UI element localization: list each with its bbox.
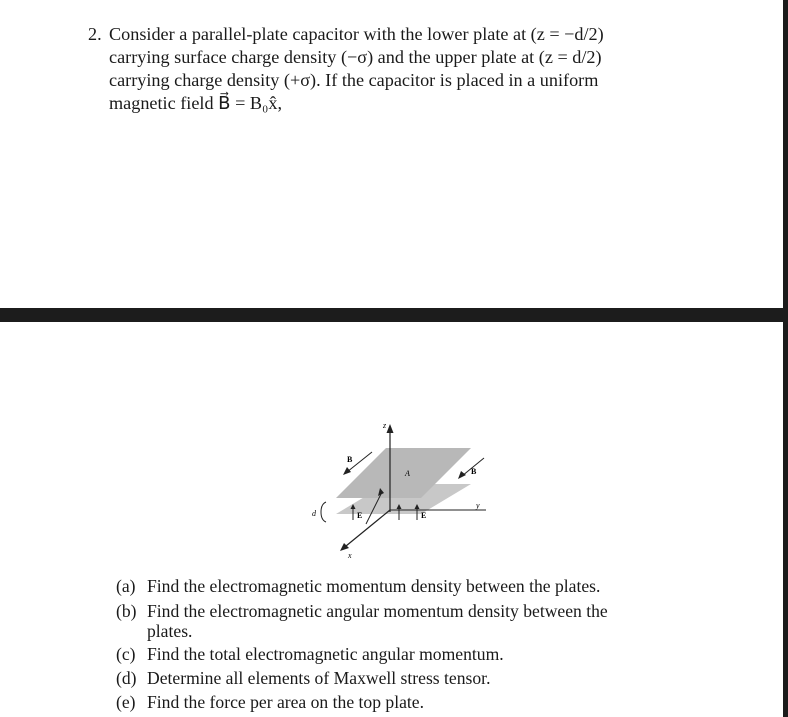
part-c	[116, 643, 504, 665]
part-e-text: Find the force per area on the top plate.	[147, 692, 424, 712]
y-axis-label: y	[476, 501, 480, 510]
part-d	[116, 667, 490, 689]
part-a-text: Find the electromagnetic momentum density between the plates.	[147, 576, 601, 596]
d-label: d	[312, 509, 316, 518]
problem-line-4: magnetic field B⃗ = B₀x̂,	[109, 93, 283, 113]
d-brace	[321, 502, 326, 522]
b-label-left: B	[347, 455, 353, 464]
capacitor-figure	[306, 414, 496, 564]
b-arrowhead-left	[343, 467, 351, 475]
part-d-label: (d)	[116, 668, 137, 688]
b-label-right: B	[471, 467, 477, 476]
x-axis-label: x	[348, 551, 352, 560]
z-arrowhead	[387, 424, 394, 433]
part-b-text: Find the electromagnetic angular momentum density between the	[147, 601, 608, 621]
divider-bar	[0, 308, 788, 322]
b-arrowhead-right	[458, 471, 466, 479]
problem-line-1: Consider a parallel-plate capacitor with the lower plate at (z = −d/2)	[109, 24, 604, 44]
part-b-continuation: plates.	[147, 621, 193, 641]
part-a	[116, 575, 600, 597]
page-edge	[783, 0, 788, 717]
part-e	[116, 691, 424, 713]
z-axis-label: z	[383, 421, 387, 430]
e-label-left: E	[357, 511, 363, 520]
part-e-label: (e)	[116, 692, 136, 712]
part-a-label: (a)	[116, 576, 136, 596]
part-b	[116, 600, 608, 622]
part-d-text: Determine all elements of Maxwell stress tensor.	[147, 668, 491, 688]
part-c-label: (c)	[116, 644, 136, 664]
problem-line-2: carrying surface charge density (−σ) and the upper plate at (z = d/2)	[109, 47, 602, 67]
area-label: A	[405, 469, 410, 478]
part-b-label: (b)	[116, 601, 137, 621]
problem-number: 2.	[88, 24, 102, 44]
e-label-right: E	[421, 511, 427, 520]
part-c-text: Find the total electromagnetic angular momentum.	[147, 644, 504, 664]
problem-line-3: carrying charge density (+σ). If the capacitor is placed in a uniform	[109, 70, 599, 90]
